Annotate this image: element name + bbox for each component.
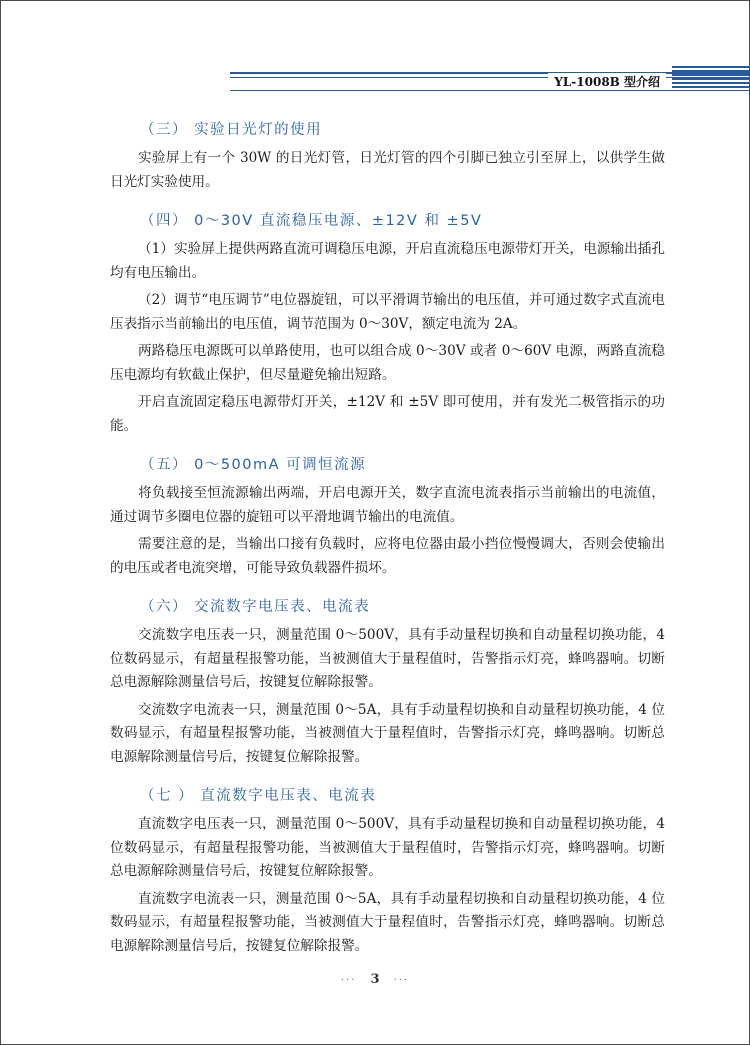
section-6 <box>110 592 665 769</box>
page-number: 3 <box>370 972 380 987</box>
header-stripes <box>672 66 750 90</box>
section-heading: （三） 实验日光灯的使用 <box>140 122 323 138</box>
paragraph: 需要注意的是，当输出口接有负载时，应将电位器由最小挡位慢慢调大，否则会使输出的电压或者电流突增，可能导致负载器件损坏。 <box>110 536 665 576</box>
page-content <box>110 115 665 962</box>
paragraph: （2）调节“电压调节”电位器旋钮，可以平滑调节输出的电压值，并可通过数字式直流电压表指示当前输出的电压值，调节范围为 0～30V，额定电流为 2A。 <box>110 292 665 332</box>
footer-dots-right: ··· <box>393 975 410 986</box>
footer-dots-left: ··· <box>340 975 357 986</box>
section-3 <box>110 115 665 194</box>
paragraph: 将负载接至恒流源输出两端，开启电源开关，数字直流电流表指示当前输出的电流值，通过调节多圈电位器的旋钮可以平滑地调节输出的电流值。 <box>110 485 665 525</box>
running-head <box>230 60 750 100</box>
paragraph: 交流数字电压表一只，测量范围 0～500V，具有手动量程切换和自动量程切换功能，4 位数码显示，有超量程报警功能，当被测值大于量程值时，告警指示灯亮，蜂鸣器响。切断总电源解除测量信号后，按键复位解除报警。 <box>110 627 665 690</box>
section-5 <box>110 450 665 580</box>
section-heading: （四） 0～30V 直流稳压电源、±12V 和 ±5V <box>140 213 483 229</box>
page-footer <box>0 972 750 987</box>
section-heading: （六） 交流数字电压表、电流表 <box>140 599 371 615</box>
section-heading: （七 ） 直流数字电压表、电流表 <box>140 788 377 804</box>
paragraph: 开启直流固定稳压电源带灯开关，±12V 和 ±5V 即可使用，并有发光二极管指示的功能。 <box>110 394 665 434</box>
running-head-title: YL-1008B 型介绍 <box>548 73 666 90</box>
section-4 <box>110 206 665 438</box>
paragraph: 实验屏上有一个 30W 的日光灯管，日光灯管的四个引脚已独立引至屏上，以供学生做日光灯实验使用。 <box>110 150 665 190</box>
paragraph: 两路稳压电源既可以单路使用，也可以组合成 0～30V 或者 0～60V 电源，两路直流稳压电源均有软截止保护，但尽量避免输出短路。 <box>110 343 665 383</box>
paragraph: 交流数字电流表一只，测量范围 0～5A，具有手动量程切换和自动量程切换功能，4 位数码显示，有超量程报警功能，当被测值大于量程值时，告警指示灯亮，蜂鸣器响。切断总电源解除测量信号后，按键复位解除报警。 <box>110 701 665 765</box>
paragraph: （1）实验屏上提供两路直流可调稳压电源，开启直流稳压电源带灯开关，电源输出插孔均有电压输出。 <box>110 241 665 281</box>
paragraph: 直流数字电压表一只，测量范围 0～500V，具有手动量程切换和自动量程切换功能，4 位数码显示，有超量程报警功能，当被测值大于量程值时，告警指示灯亮，蜂鸣器响。切断总电源解除测量信号后，按键复位解除报警。 <box>110 816 665 879</box>
header-rule-lower <box>230 90 750 91</box>
paragraph: 直流数字电流表一只，测量范围 0～5A，具有手动量程切换和自动量程切换功能，4 位数码显示，有超量程报警功能，当被测值大于量程值时，告警指示灯亮，蜂鸣器响。切断总电源解除测量信号后，按键复位解除报警。 <box>110 890 665 954</box>
section-7 <box>110 781 665 958</box>
section-heading: （五） 0～500mA 可调恒流源 <box>140 457 367 473</box>
